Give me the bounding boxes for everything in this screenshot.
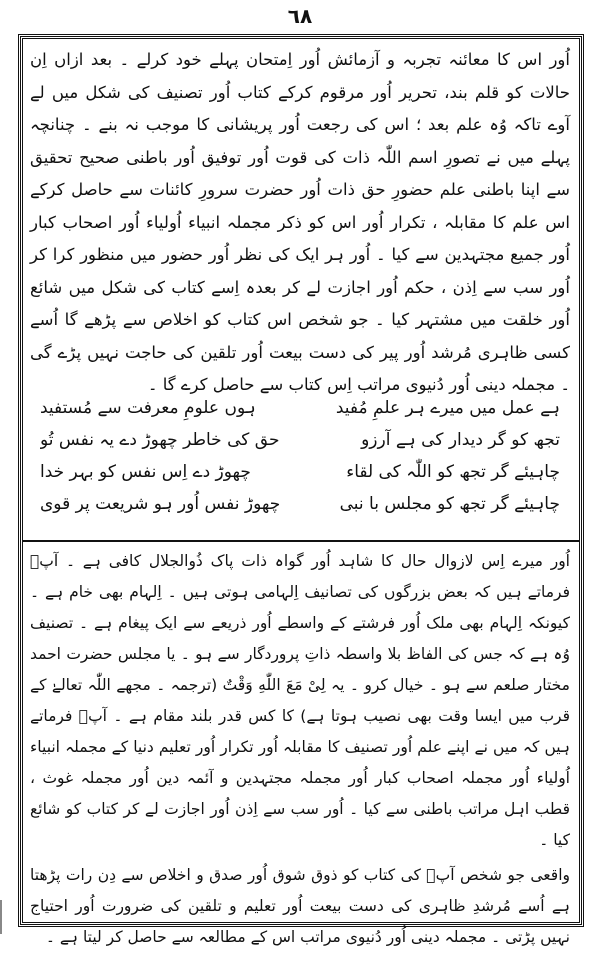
main-paragraph-text: اُور اس کا معائنہ تجربہ و آزمائش اُور اِمتحان پہلے خود کرلے ۔ بعد ازاں اِن حالات کو قلم بند، تحریر اُور مرقوم کرکے کتاب اُور تصنیف کی شکل میں لے آوے تاکہ وُہ علم بعد ؛ اس کی رجعت اُور پریشانی کا موجب نہ بنے ۔ چنانچہ پہلے میں نے تصورِ اسم اللّٰہ ذات کی قوت اُور توفیق اُور باطنی صحیح تحقیق سے اپنا باطنی علم حضورِ حق ذات اُور حضرت سرورِ کائنات سے حاصل کرکے اس علم کا مقابلہ ، تکرار اُور اس کو ذکر مجملہ انبیاء اُولیاء اُور اصحاب کبار اُور جمیع مجتہدین سے کیا ۔ اُور ہر ایک کی نظر اُور حضور میں منظور کرا کر اُور سب سے اِذن ، حکم اُور اجازت لے کر بعدہ اِسے کتاب کی شکل میں شائع اُور خلقت میں مشتہر کیا ۔ جو شخص اس کتاب کو اخلاص سے پڑھے گا اُسے کسی ظاہری مُرشد اُور پیر کی دست بیعت اُور تلقین کی حاجت نہیں پڑے گی ۔ مجملہ دینی اُور دُنیوی مراتب اِس کتاب سے حاصل کرے گا ۔	[30, 50, 570, 394]
commentary-section	[30, 546, 570, 953]
poem-second-hemistich: چھوڑ نفس اُور ہو شریعت پر قوی	[40, 494, 281, 514]
page-number: ٦٨	[287, 4, 313, 28]
poem-first-hemistich: تجھ کو گر دیدار کی ہے آرزو	[361, 430, 560, 450]
poem-first-hemistich: ہے عمل میں میرے ہر علمِ مُفید	[335, 398, 560, 418]
poem-couplet	[40, 488, 560, 520]
poem-couplet	[40, 456, 560, 488]
commentary-paragraph: واقعی جو شخص آپؒ کی کتاب کو ذوق شوق اُور صدق و اخلاص سے دِن رات پڑھتا ہے اُسے مُرشدِ ظاہری کی دست بیعت اُور تعلیم و تلقین کی ضرورت اُور احتیاج نہیں پڑتی ۔ مجملہ دینی اُور دُنیوی مراتب اس کے مطالعہ سے حاصل کر لیتا ہے ۔	[30, 866, 570, 946]
commentary-paragraph: اُور میرے اِس لازوال حال کا شاہد اُور گواہ ذات پاک ذُوالجلال کافی ہے ۔ آپؒ فرماتے ہیں کہ بعض بزرگوں کی تصانیف اِلہامی ہوتی ہیں ۔ اِلہام بھی خام ہے ۔ کیونکہ اِلہام بھی ملک اُور فرشتے کے واسطے اُور ذریعے سے ایک پیغام ہے ۔ تصنیف وُہ ہے کہ جس کی الفاظ بلا واسطہ ذاتِ پروردگار سے ہو ۔ یا مجلس حضرت احمد مختار صلعم سے ہو ۔ خیال کرو ۔ یہ لِیْ مَعَ اللّٰهِ وَقْتٌ (ترجمہ ۔ مجھے اللّٰہ تعالےٰ کے قرب میں ایسا وقت بھی نصیب ہوتا ہے) کا کس قدر بلند مقام ہے ۔ آپؒ فرماتے ہیں کہ میں نے اپنے علم اُور تصنیف کا مقابلہ اُور تکرار اُور تعلیم دنیا کے مجملہ انبیاء اُولیاء اُور مجملہ اصحاب کبار اُور مجملہ مجتہدین و آئمہ دین اُور مجملہ غوث ، قطب اہل مراتب باطنی سے کیا ۔ اُور سب سے اِذن اُور اجازت لے کر کتاب کو شائع کیا ۔	[30, 552, 570, 849]
section-divider	[22, 540, 580, 542]
poem-couplet	[40, 424, 560, 456]
poem-second-hemistich: حق کی خاطر چھوڑ دے یہ نفس تُو	[40, 430, 280, 450]
poem-first-hemistich: چاہیئے گر تجھ کو مجلس با نبی	[339, 494, 560, 514]
poem	[40, 392, 560, 520]
scan-edge-mark	[0, 900, 8, 934]
poem-second-hemistich: ہوں علومِ معرفت سے مُستفید	[40, 398, 256, 418]
poem-second-hemistich: چھوڑ دے اِس نفس کو بہر خدا	[40, 462, 251, 482]
main-paragraph	[30, 44, 570, 402]
poem-couplet	[40, 392, 560, 424]
poem-first-hemistich: چاہیئے گر تجھ کو اللّٰہ کی لقاء	[346, 462, 560, 482]
